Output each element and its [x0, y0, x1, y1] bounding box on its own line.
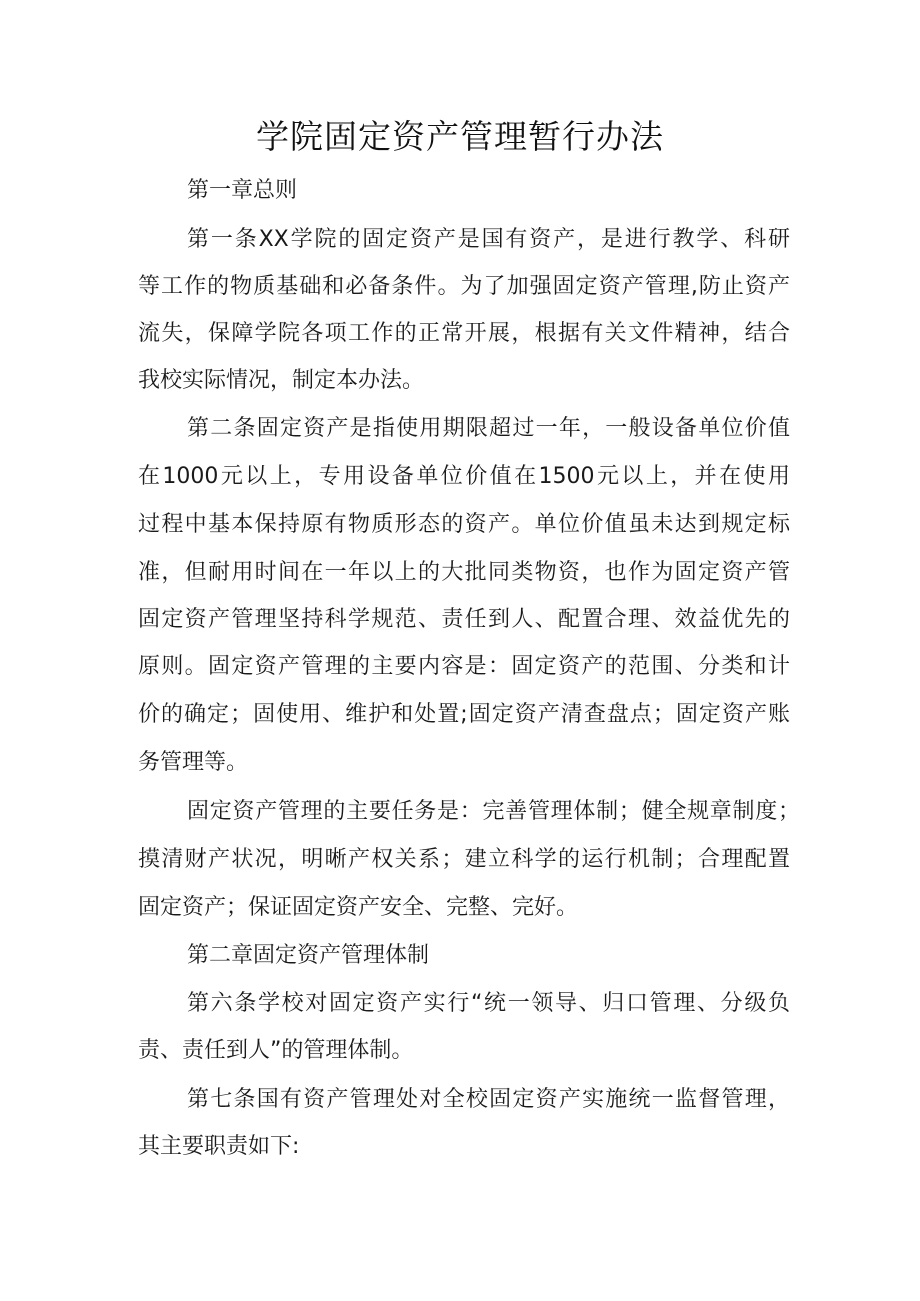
paragraph-line: 我校实际情况，制定本办法。 — [138, 368, 425, 393]
paragraph-line: 第一条XX学院的固定资产是国有资产，是进行教学、科研 — [187, 227, 790, 252]
paragraph-line: 责、责任到人”的管理体制。 — [138, 1038, 414, 1063]
paragraph-line: 原则。固定资产管理的主要内容是：固定资产的范围、分类和计 — [138, 654, 790, 679]
paragraph-line: 在1000元以上，专用设备单位价值在1500元以上，并在使用 — [138, 464, 790, 489]
chapter-heading: 第二章固定资产管理体制 — [187, 943, 430, 968]
paragraph-line: 固定资产管理坚持科学规范、责任到人、配置合理、效益优先的 — [138, 607, 790, 632]
paragraph-line: 过程中基本保持原有物质形态的资产。单位价值虽未达到规定标 — [138, 512, 790, 537]
paragraph-line: 其主要职责如下: — [138, 1134, 300, 1159]
paragraph-line: 价的确定；固使用、维护和处置;固定资产清查盘点；固定资产账 — [138, 702, 790, 727]
paragraph-line: 第七条国有资产管理处对全校固定资产实施统一监督管理， — [187, 1087, 790, 1112]
paragraph-line: 等工作的物质基础和必备条件。为了加强固定资产管理,防止资产 — [138, 274, 790, 299]
paragraph-line: 流失，保障学院各项工作的正常开展，根据有关文件精神，结合 — [138, 321, 790, 346]
paragraph-line: 固定资产管理的主要任务是：完善管理体制；健全规章制度； — [187, 799, 800, 824]
paragraph-line: 固定资产；保证固定资产安全、完整、完好。 — [138, 895, 579, 920]
paragraph-line: 第二条固定资产是指使用期限超过一年，一般设备单位价值 — [187, 416, 790, 441]
paragraph-line: 摸清财产状况，明晰产权关系；建立科学的运行机制；合理配置 — [138, 847, 790, 872]
paragraph-line: 务管理等。 — [138, 750, 249, 775]
chapter-heading: 第一章总则 — [187, 178, 298, 203]
paragraph-line: 准，但耐用时间在一年以上的大批同类物资，也作为固定资产管 — [138, 560, 790, 585]
document-title: 学院固定资产管理暂行办法 — [256, 117, 664, 156]
paragraph-line: 第六条学校对固定资产实行“统一领导、归口管理、分级负 — [187, 991, 790, 1016]
